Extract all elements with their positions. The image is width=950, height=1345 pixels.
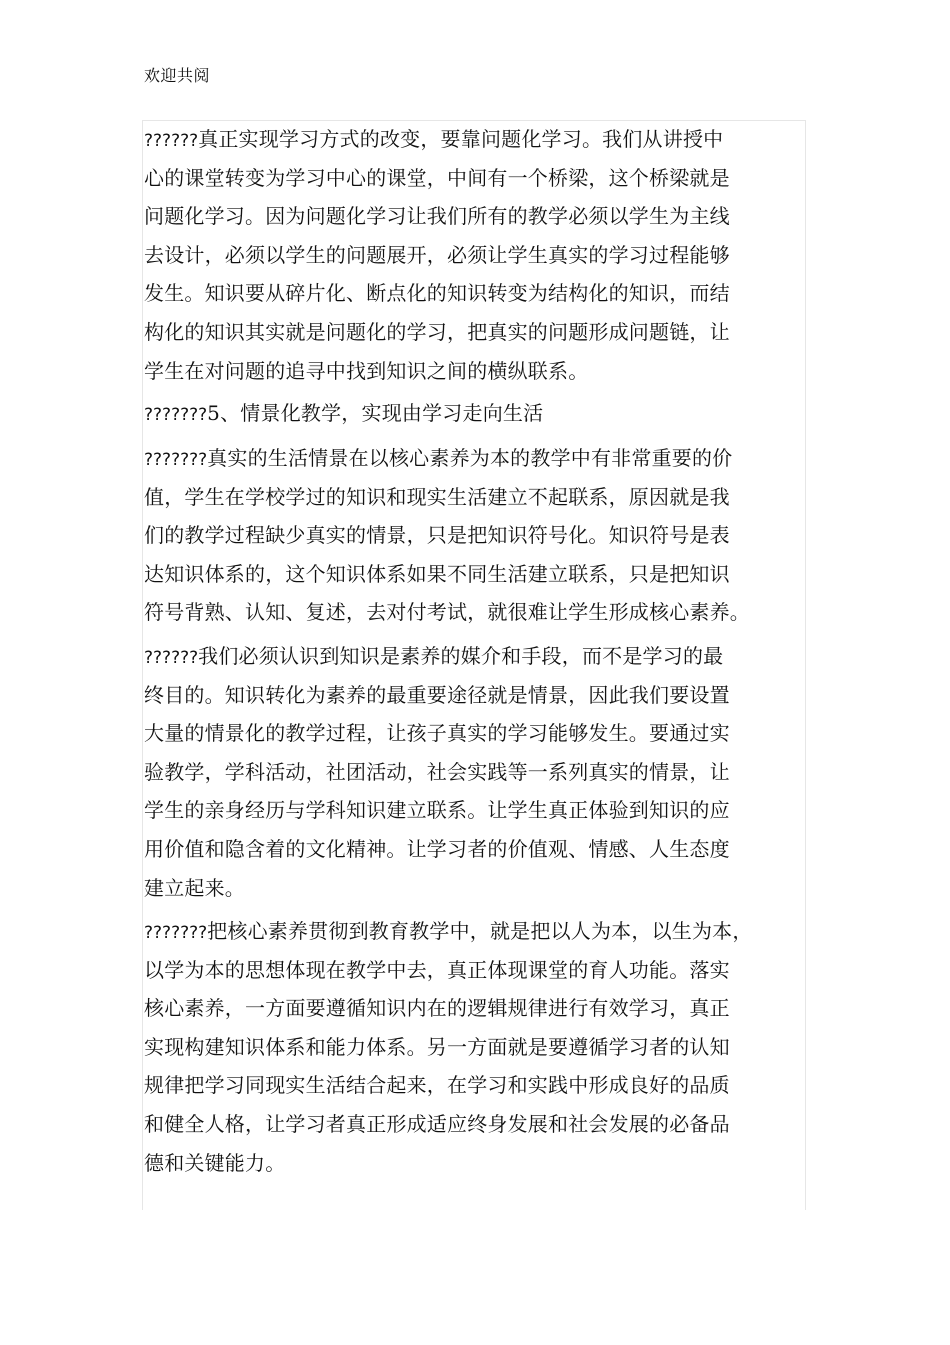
paragraph-line: 核心素养，一方面要遵循知识内在的逻辑规律进行有效学习，真正	[144, 996, 730, 1021]
paragraph-line	[144, 637, 730, 676]
paragraph-line: 学生在对问题的追寻中找到知识之间的横纵联系。	[144, 358, 589, 383]
paragraph-line: 建立起来。	[144, 875, 245, 900]
paragraph-line: 符号背熟、认知、复述，去对付考试，就很难让学生形成核心素养。	[144, 600, 750, 625]
paragraph-line: 以学为本的思想体现在教学中去，真正体现课堂的育人功能。落实	[144, 957, 730, 982]
paragraph-4	[144, 637, 730, 907]
paragraph-line: 问题化学习。因为问题化学习让我们所有的教学必须以学生为主线	[144, 204, 730, 229]
paragraph-marker: ??????	[144, 131, 199, 151]
section-heading	[144, 394, 543, 433]
paragraph-line	[144, 912, 753, 951]
paragraph-line: 发生。知识要从碎片化、断点化的知识转变为结构化的知识，而结	[144, 281, 730, 306]
paragraph-line: 用价值和隐含着的文化精神。让学习者的价值观、情感、人生态度	[144, 836, 730, 861]
paragraph-line: 规律把学习同现实生活结合起来，在学习和实践中形成良好的品质	[144, 1073, 730, 1098]
paragraph-line: 终目的。知识转化为素养的最重要途径就是情景，因此我们要设置	[144, 682, 730, 707]
paragraph-line: 达知识体系的，这个知识体系如果不同生活建立联系，只是把知识	[144, 561, 730, 586]
paragraph-line: 值，学生在学校学过的知识和现实生活建立不起联系，原因就是我	[144, 484, 730, 509]
paragraph-marker: ???????	[144, 923, 208, 943]
paragraph-line: 实现构建知识体系和能力体系。另一方面就是要遵循学习者的认知	[144, 1034, 730, 1059]
paragraph-line: 心的课堂转变为学习中心的课堂，中间有一个桥梁，这个桥梁就是	[144, 165, 730, 190]
paragraph-5	[144, 912, 753, 1182]
paragraph-marker: ??????	[144, 648, 199, 668]
paragraph-line: 德和关键能力。	[144, 1150, 286, 1175]
page-header-text: 欢迎共阅	[144, 66, 211, 85]
paragraph-line: 和健全人格，让学习者真正形成适应终身发展和社会发展的必备品	[144, 1111, 730, 1136]
paragraph-marker: ???????	[144, 405, 208, 425]
paragraph-line: 学生的亲身经历与学科知识建立联系。让学生真正体验到知识的应	[144, 798, 730, 823]
line-text: 真实的生活情景在以核心素养为本的教学中有非常重要的价	[207, 446, 733, 470]
line-text: 把核心素养贯彻到教育教学中，就是把以人为本，以生为本，	[207, 919, 753, 943]
paragraph-line: 们的教学过程缺少真实的情景，只是把知识符号化。知识符号是表	[144, 523, 730, 548]
heading-text: 5、情景化教学，实现由学习走向生活	[207, 401, 544, 425]
paragraph-line: 验教学，学科活动，社团活动，社会实践等一系列真实的情景，让	[144, 759, 730, 784]
line-text: 我们必须认识到知识是素养的媒介和手段，而不是学习的最	[198, 644, 724, 668]
paragraph-line	[144, 394, 543, 433]
paragraph-line: 去设计，必须以学生的问题展开，必须让学生真实的学习过程能够	[144, 242, 730, 267]
paragraph-line: 构化的知识其实就是问题化的学习，把真实的问题形成问题链，让	[144, 319, 730, 344]
paragraph-3	[144, 439, 750, 632]
paragraph-marker: ???????	[144, 450, 208, 470]
paragraph-line: 大量的情景化的教学过程，让孩子真实的学习能够发生。要通过实	[144, 721, 730, 746]
paragraph-line	[144, 439, 750, 478]
paragraph-1	[144, 120, 730, 390]
paragraph-line	[144, 120, 730, 159]
line-text: 真正实现学习方式的改变，要靠问题化学习。我们从讲授中	[198, 127, 724, 151]
